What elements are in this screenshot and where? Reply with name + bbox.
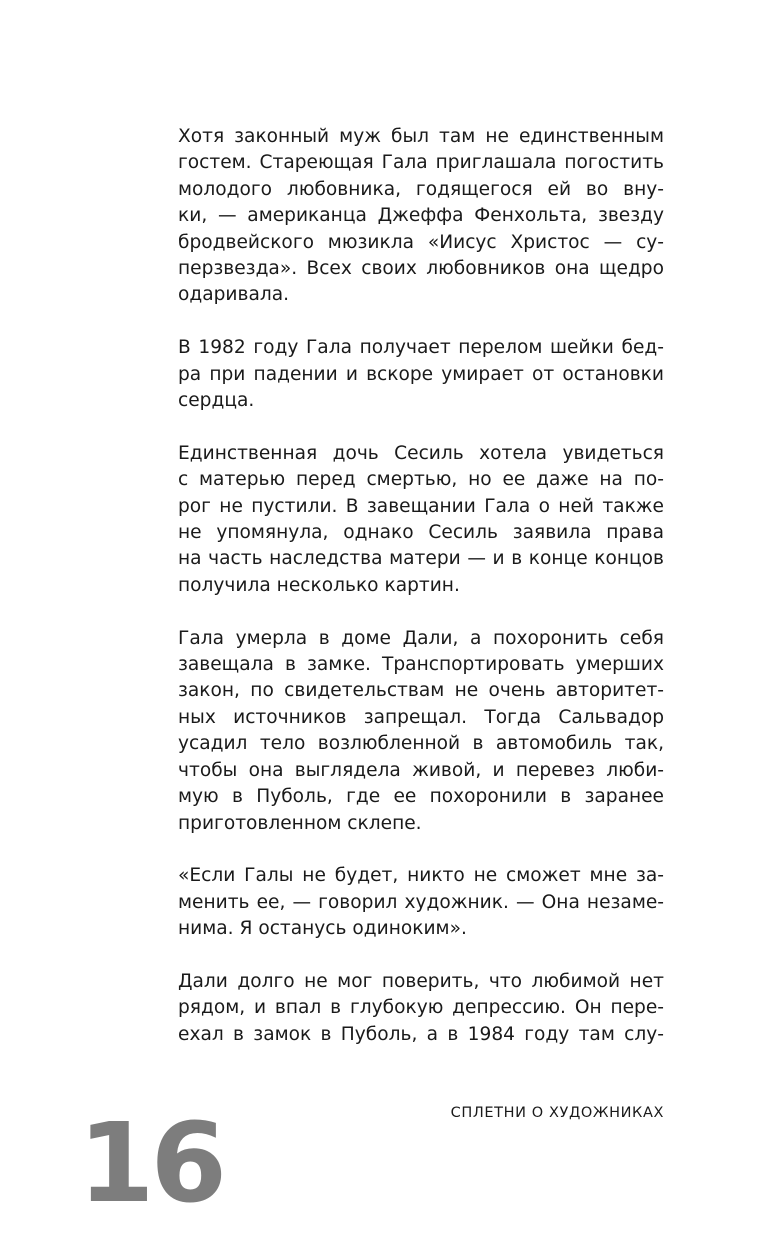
body-text xyxy=(178,124,664,1075)
text-line: на часть наследства матери — и в конце концов xyxy=(178,548,664,570)
text-line: ра при падении и вскоре умирает от остановки xyxy=(178,363,664,385)
page-number: 16 xyxy=(78,1099,224,1227)
text-line: завещала в замке. Транспортировать умерших xyxy=(178,654,664,676)
text-line: ных источников запрещал. Тогда Сальвадор xyxy=(178,706,664,728)
text-line: перзвезда». Всех своих любовников она щедро xyxy=(178,258,664,280)
text-line: закон, по свидетельствам не очень авторитет- xyxy=(178,680,664,702)
text-line: Единственная дочь Сесиль хотела увидеться xyxy=(178,442,664,464)
text-line: менить ее, — говорил художник. — Она незаме- xyxy=(178,891,664,913)
text-line: Дали долго не мог поверить, что любимой нет xyxy=(178,970,664,992)
text-line: одаривала. xyxy=(178,284,290,306)
text-line: нима. Я останусь одиноким». xyxy=(178,918,467,940)
text-line: мую в Пуболь, где ее похоронили в заранее xyxy=(178,786,664,808)
paragraph xyxy=(178,335,664,414)
text-line: приготовленном склепе. xyxy=(178,812,422,834)
text-line: ехал в замок в Пуболь, а в 1984 году там слу- xyxy=(178,1023,664,1045)
paragraph xyxy=(178,626,664,837)
paragraph xyxy=(178,969,664,1048)
text-line: не упомянула, однако Сесиль заявила права xyxy=(178,522,664,544)
text-line: ки, — американца Джеффа Фенхольта, звезду xyxy=(178,205,664,227)
text-line: усадил тело возлюбленной в автомобиль так, xyxy=(178,733,664,755)
text-line: В 1982 году Гала получает перелом шейки бед- xyxy=(178,337,664,359)
paragraph xyxy=(178,863,664,942)
text-line: сердца. xyxy=(178,390,255,412)
text-line: чтобы она выглядела живой, и перевез люби- xyxy=(178,759,664,781)
text-line: рядом, и впал в глубокую депрессию. Он пере- xyxy=(178,997,664,1019)
paragraph xyxy=(178,124,664,309)
paragraph xyxy=(178,441,664,599)
text-line: бродвейского мюзикла «Иисус Христос — су- xyxy=(178,231,664,253)
text-line: Хотя законный муж был там не единственным xyxy=(178,126,664,147)
text-line: «Если Галы не будет, никто не сможет мне за- xyxy=(178,865,664,887)
text-line: молодого любовника, годящегося ей во вну- xyxy=(178,178,664,200)
text-line: получила несколько картин. xyxy=(178,574,460,596)
text-line: гостем. Стареющая Гала приглашала погостить xyxy=(178,152,664,174)
text-line: с матерью перед смертью, но ее даже на по- xyxy=(178,469,664,491)
running-header: СПЛЕТНИ О ХУДОЖНИКАХ xyxy=(450,1105,664,1121)
text-line: рог не пустили. В завещании Гала о ней также xyxy=(178,495,664,517)
text-line: Гала умерла в доме Дали, а похоронить себя xyxy=(178,627,664,649)
